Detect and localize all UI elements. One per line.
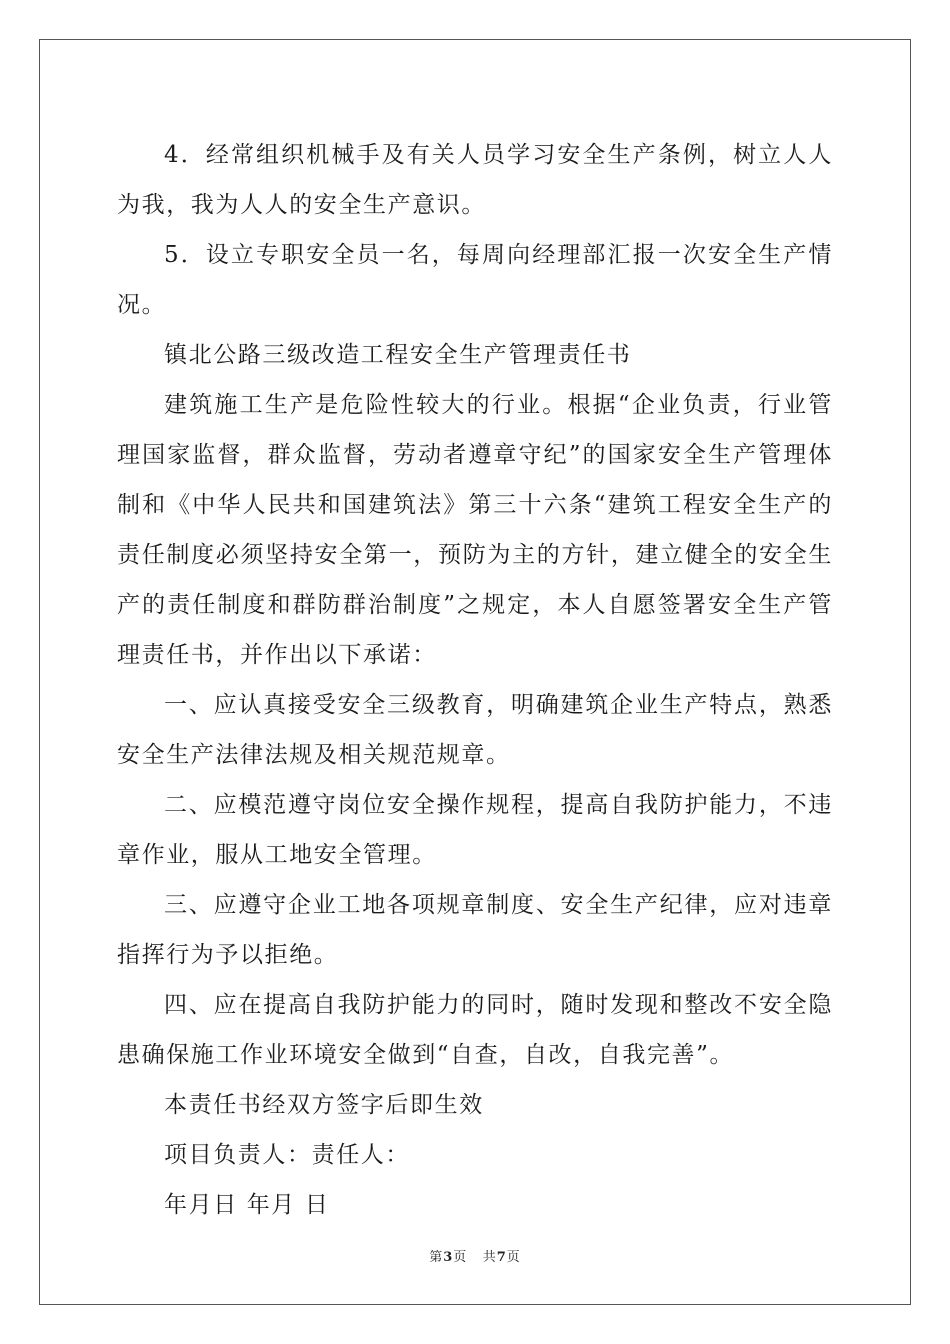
paragraph-commitment-3: 三、应遵守企业工地各项规章制度、安全生产纪律，应对违章指挥行为予以拒绝。 — [117, 892, 833, 968]
paragraph-commitment-4: 四、应在提高自我防护能力的同时，随时发现和整改不安全隐患确保施工作业环境安全做到“自查，自改，自我完善”。 — [117, 992, 833, 1068]
footer-total-label: 页 — [506, 1250, 521, 1265]
date-line: 年月日 年月 日 — [164, 1192, 330, 1218]
paragraph-item-4: 4．经常组织机械手及有关人员学习安全生产条例，树立人人为我，我为人人的安全生产意识。 — [117, 142, 833, 218]
footer-page-label: 页 — [453, 1250, 468, 1265]
total-pages-number: 7 — [496, 1250, 507, 1265]
paragraph-item-5: 5．设立专职安全员一名，每周向经理部汇报一次安全生产情况。 — [117, 242, 833, 318]
paragraph-commitment-1: 一、应认真接受安全三级教育，明确建筑企业生产特点，熟悉安全生产法律法规及相关规范规章。 — [117, 692, 833, 768]
current-page-number: 3 — [443, 1250, 454, 1265]
paragraph-effective: 本责任书经双方签字后即生效 — [164, 1092, 484, 1118]
paragraph-commitment-2: 二、应模范遵守岗位安全操作规程，提高自我防护能力，不违章作业，服从工地安全管理。 — [117, 792, 833, 868]
footer-prefix: 第 — [429, 1250, 444, 1265]
document-body — [117, 130, 833, 1230]
signature-line: 项目负责人：责任人： — [164, 1142, 410, 1168]
page-footer — [0, 1246, 950, 1265]
footer-total-prefix: 共 — [482, 1250, 497, 1265]
paragraph-intro: 建筑施工生产是危险性较大的行业。根据“企业负责，行业管理国家监督，群众监督，劳动者遵章守纪”的国家安全生产管理体制和《中华人民共和国建筑法》第三十六条“建筑工程安全生产的责任制度必须坚持安全第一，预防为主的方针，建立健全的安全生产的责任制度和群防群治制度”之规定，本人自愿签署安全生产管理责任书，并作出以下承诺： — [117, 392, 833, 668]
document-title: 镇北公路三级改造工程安全生产管理责任书 — [164, 342, 632, 368]
